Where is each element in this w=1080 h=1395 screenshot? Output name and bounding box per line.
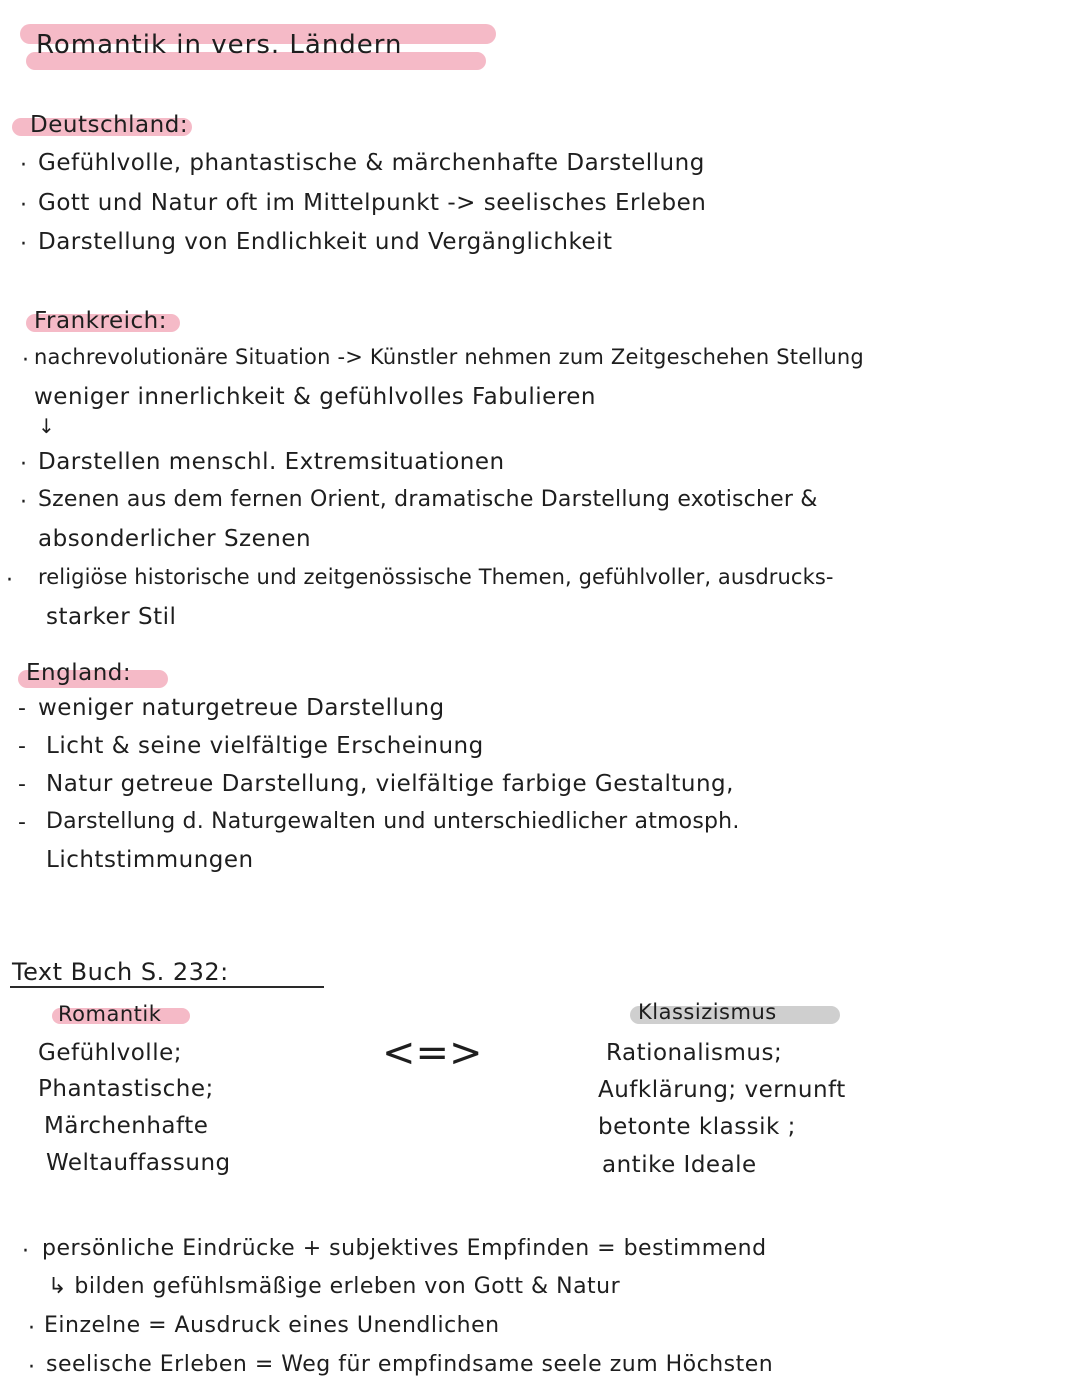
summary-line: Einzelne = Ausdruck eines Unendlichen — [44, 1313, 500, 1338]
dash: - — [18, 696, 26, 721]
deutschland-item: Darstellung von Endlichkeit und Vergänglichkeit — [38, 229, 613, 255]
bullet: · — [22, 1239, 29, 1264]
summary-line: seelische Erleben = Weg für empfindsame seele zum Höchsten — [46, 1352, 774, 1377]
deutschland-item: Gott und Natur oft im Mittelpunkt -> seelisches Erleben — [38, 190, 707, 216]
bullet: · — [20, 490, 27, 515]
arrow-down-icon: ↓ — [38, 414, 55, 438]
dash: - — [18, 772, 26, 797]
summary-line: persönliche Eindrücke + subjektives Empfinden = bestimmend — [42, 1236, 767, 1261]
romantik-line: Weltauffassung — [46, 1150, 231, 1176]
england-item: weniger naturgetreue Darstellung — [38, 695, 445, 721]
klassizismus-line: antike Ideale — [602, 1152, 757, 1178]
textbuch-heading: Text Buch S. 232: — [12, 958, 229, 986]
romantik-line: Phantastische; — [38, 1076, 214, 1102]
frankreich-item: Darstellen menschl. Extremsituationen — [38, 449, 505, 475]
bullet: · — [28, 1316, 35, 1341]
frankreich-heading: Frankreich: — [34, 308, 167, 334]
klassizismus-line: Rationalismus; — [606, 1040, 783, 1066]
page-title: Romantik in vers. Ländern — [36, 30, 403, 60]
deutschland-heading: Deutschland: — [30, 112, 189, 138]
england-heading: England: — [26, 660, 132, 686]
england-item-cont: Lichtstimmungen — [46, 847, 254, 873]
romantik-label: Romantik — [58, 1002, 162, 1026]
compare-arrows-icon: <=> — [382, 1030, 483, 1076]
klassizismus-line: Aufklärung; vernunft — [598, 1077, 846, 1103]
frankreich-item-cont: absonderlicher Szenen — [38, 526, 312, 552]
deutschland-item: Gefühlvolle, phantastische & märchenhafte Darstellung — [38, 150, 705, 176]
romantik-line: Gefühlvolle; — [38, 1040, 182, 1066]
bullet: · — [20, 193, 27, 218]
england-item: Licht & seine vielfältige Erscheinung — [46, 733, 484, 759]
england-item: Natur getreue Darstellung, vielfältige farbige Gestaltung, — [46, 771, 734, 797]
bullet: · — [28, 1355, 35, 1380]
bullet: · — [22, 348, 29, 373]
frankreich-line: nachrevolutionäre Situation -> Künstler nehmen zum Zeitgeschehen Stellung — [34, 345, 864, 369]
dash: - — [18, 810, 26, 835]
klassizismus-line: betonte klassik ; — [598, 1114, 796, 1140]
textbuch-underline — [10, 986, 324, 988]
bullet: · — [20, 452, 27, 477]
england-item: Darstellung d. Naturgewalten und unterschiedlicher atmosph. — [46, 809, 740, 834]
bullet: · — [6, 568, 13, 593]
romantik-line: Märchenhafte — [44, 1113, 209, 1139]
frankreich-item-cont: starker Stil — [46, 604, 177, 630]
frankreich-item: Szenen aus dem fernen Orient, dramatische Darstellung exotischer & — [38, 487, 818, 512]
bullet: · — [20, 153, 27, 178]
dash: - — [18, 734, 26, 759]
bullet: · — [20, 232, 27, 257]
summary-line: ↳ bilden gefühlsmäßige erleben von Gott & Natur — [48, 1274, 621, 1299]
frankreich-line: weniger innerlichkeit & gefühlvolles Fabulieren — [34, 384, 597, 410]
frankreich-item: religiöse historische und zeitgenössische Themen, gefühlvoller, ausdrucks- — [38, 565, 834, 589]
klassizismus-label: Klassizismus — [638, 1000, 777, 1024]
